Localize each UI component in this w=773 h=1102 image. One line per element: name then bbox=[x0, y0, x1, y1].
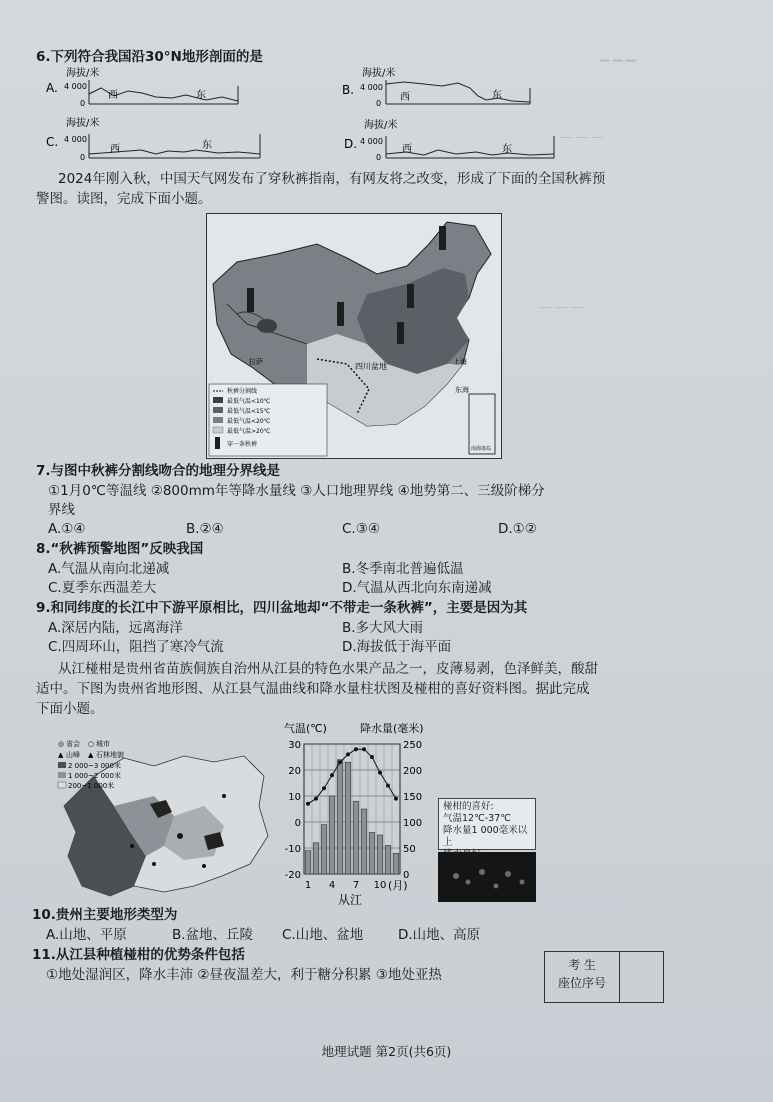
precip-bar bbox=[361, 809, 367, 874]
svg-text:2 000~3 000米: 2 000~3 000米 bbox=[68, 762, 121, 770]
svg-text:B.: B. bbox=[342, 83, 355, 97]
svg-text:▲: ▲ bbox=[58, 751, 64, 759]
y-tick-right: 0 bbox=[403, 870, 410, 881]
precip-bar bbox=[353, 801, 359, 874]
ponkan-photo bbox=[438, 852, 536, 902]
south-sea-islands-label: 南海诸岛 bbox=[471, 446, 492, 452]
bleed-through-mark: — — — bbox=[540, 300, 584, 314]
seat-label-line-1: 考 生 bbox=[568, 958, 596, 972]
svg-text:山峰: 山峰 bbox=[66, 751, 80, 759]
q8-option-d[interactable]: D.气温从西北向东南递减 bbox=[342, 580, 492, 596]
passage-1-line-1: 2024年刚入秋，中国天气网发布了穿秋裤指南，有网友将之改变，形成了下面的全国秋裤预 bbox=[58, 171, 606, 187]
q10-option-c[interactable]: C.山地、盆地 bbox=[282, 927, 364, 943]
q7-option-c[interactable]: C.③④ bbox=[342, 521, 380, 537]
svg-text:石林地貌: 石林地貌 bbox=[96, 751, 124, 759]
svg-text:最低气温>20℃: 最低气温>20℃ bbox=[227, 428, 271, 435]
svg-text:○: ○ bbox=[88, 740, 95, 748]
congjiang-climate-chart bbox=[276, 720, 436, 906]
svg-text:海拔/米: 海拔/米 bbox=[364, 120, 398, 131]
svg-text:东: 东 bbox=[502, 144, 512, 155]
svg-text:A.: A. bbox=[46, 81, 58, 95]
passage-2-line-1: 从江椪柑是贵州省苗族侗族自治州从江县的特色水果产品之一，皮薄易剥，色泽鲜美，酸甜 bbox=[58, 661, 598, 677]
svg-text:最低气温<20℃: 最低气温<20℃ bbox=[227, 418, 271, 425]
seat-label-line-2: 座位序号 bbox=[557, 976, 606, 990]
y-tick-right: 50 bbox=[403, 844, 416, 855]
precip-bar bbox=[321, 825, 327, 874]
svg-text:D.: D. bbox=[344, 137, 358, 151]
y-tick-left: -10 bbox=[284, 844, 301, 855]
svg-text:C.: C. bbox=[46, 135, 59, 149]
q10-option-a[interactable]: A.山地、平原 bbox=[46, 927, 127, 943]
precip-bar bbox=[329, 796, 335, 874]
precip-bar bbox=[345, 762, 351, 874]
q9-option-a[interactable]: A.深居内陆，远离海洋 bbox=[48, 620, 183, 636]
q6-profile-options bbox=[46, 66, 646, 166]
y-tick-left: 10 bbox=[288, 792, 301, 803]
x-tick: 10 bbox=[373, 880, 387, 891]
svg-text:4 000: 4 000 bbox=[64, 82, 87, 91]
svg-text:城市: 城市 bbox=[96, 740, 110, 748]
q9-option-d[interactable]: D.海拔低于海平面 bbox=[342, 639, 452, 655]
svg-text:▲: ▲ bbox=[88, 751, 94, 759]
svg-text:0: 0 bbox=[80, 153, 86, 162]
temperature-point bbox=[370, 755, 374, 759]
profile-option-c bbox=[46, 116, 260, 162]
passage-2-line-3: 下面小题。 bbox=[36, 701, 104, 717]
svg-text:◎: ◎ bbox=[58, 740, 65, 748]
profile-option-b bbox=[342, 66, 530, 108]
svg-text:200~1 000米: 200~1 000米 bbox=[68, 782, 115, 790]
svg-text:1 000~2 000米: 1 000~2 000米 bbox=[68, 772, 121, 780]
china-autumn-trousers-map bbox=[206, 213, 502, 459]
svg-text:西: 西 bbox=[400, 92, 410, 103]
q10-option-b[interactable]: B.盆地、丘陵 bbox=[172, 927, 254, 943]
temperature-point bbox=[346, 752, 350, 756]
svg-text:海拔/米: 海拔/米 bbox=[362, 68, 396, 79]
info-card-temp: 气温12℃-37℃ bbox=[443, 813, 511, 824]
question-11-stem: 11.从江县种植椪柑的优势条件包括 bbox=[32, 947, 245, 963]
q8-option-b[interactable]: B.冬季南北普遍低温 bbox=[342, 561, 464, 577]
svg-text:西: 西 bbox=[108, 90, 118, 101]
question-11-items: ①地处湿润区，降水丰沛 ②昼夜温差大，利于糖分积累 ③地处亚热 bbox=[46, 967, 442, 983]
q7-option-b[interactable]: B.②④ bbox=[186, 521, 224, 537]
question-10-stem: 10.贵州主要地形类型为 bbox=[32, 907, 178, 923]
svg-text:穿一条秋裤: 穿一条秋裤 bbox=[227, 441, 258, 448]
temperature-point bbox=[394, 797, 398, 801]
svg-text:海拔/米: 海拔/米 bbox=[66, 68, 100, 79]
svg-text:最低气温<15℃: 最低气温<15℃ bbox=[227, 408, 271, 415]
x-tick: 4 bbox=[328, 880, 336, 891]
svg-text:0: 0 bbox=[80, 99, 86, 108]
lhasa-label: 拉萨 bbox=[249, 358, 263, 366]
page-footer: 地理试题 第2页(共6页) bbox=[321, 1044, 452, 1059]
question-9-stem: 9.和同纬度的长江中下游平原相比，四川盆地却“不带走一条秋裤”，主要是因为其 bbox=[36, 600, 528, 616]
temperature-point bbox=[386, 784, 390, 788]
y-tick-left: 30 bbox=[288, 740, 301, 751]
y-tick-right: 250 bbox=[403, 740, 423, 751]
svg-text:0: 0 bbox=[376, 99, 382, 108]
y-tick-left: 0 bbox=[294, 818, 301, 829]
bleed-through-mark: ▔ ▔ ▔ bbox=[600, 60, 636, 74]
temperature-point bbox=[338, 760, 342, 764]
svg-text:0: 0 bbox=[376, 153, 382, 162]
temperature-point bbox=[322, 786, 326, 790]
svg-text:4 000: 4 000 bbox=[360, 137, 383, 146]
info-card-title: 椪柑的喜好: bbox=[443, 801, 494, 812]
y-tick-left: 20 bbox=[288, 766, 301, 777]
q10-option-d[interactable]: D.山地、高原 bbox=[398, 927, 481, 943]
passage-1-line-2: 警图。读图，完成下面小题。 bbox=[36, 191, 212, 207]
sichuan-basin-label: 四川盆地 bbox=[355, 362, 387, 371]
q8-option-c[interactable]: C.夏季东西温差大 bbox=[48, 580, 157, 596]
y-tick-right: 150 bbox=[403, 792, 423, 803]
precip-bar bbox=[305, 851, 311, 874]
question-8-stem: 8.“秋裤预警地图”反映我国 bbox=[36, 541, 204, 557]
svg-text:西: 西 bbox=[110, 144, 120, 155]
x-tick: 7 bbox=[352, 880, 360, 891]
y-tick-right: 100 bbox=[403, 818, 423, 829]
profile-option-a bbox=[46, 66, 238, 108]
passage-2-line-2: 适中。下图为贵州省地形图、从江县气温曲线和降水量柱状图及椪柑的喜好资料图。据此完成 bbox=[36, 681, 590, 697]
q7-option-d[interactable]: D.①② bbox=[498, 521, 537, 537]
profile-option-d bbox=[344, 118, 554, 162]
svg-text:最低气温<10℃: 最低气温<10℃ bbox=[227, 398, 271, 405]
chart-ylabel-left: 气温(℃) bbox=[284, 722, 327, 735]
chart-station-label: 从江 bbox=[338, 893, 363, 906]
svg-text:东: 东 bbox=[196, 90, 206, 101]
china-map-figure bbox=[207, 214, 501, 458]
q9-option-b[interactable]: B.多大风大雨 bbox=[342, 620, 424, 636]
precip-bar bbox=[369, 832, 375, 874]
temperature-point bbox=[330, 773, 334, 777]
question-6-stem: 6.下列符合我国沿30°N地形剖面的是 bbox=[36, 49, 263, 65]
y-tick-right: 200 bbox=[403, 766, 423, 777]
ponkan-info-card bbox=[438, 798, 536, 850]
bleed-through-mark: — — — bbox=[560, 130, 604, 144]
x-tick: 1 bbox=[304, 880, 312, 891]
svg-text:省会: 省会 bbox=[66, 740, 80, 748]
question-7-items-cont: 界线 bbox=[48, 502, 75, 518]
precip-bar bbox=[337, 760, 343, 874]
guizhou-map-legend bbox=[58, 739, 124, 790]
east-sea-label: 东海 bbox=[455, 386, 469, 394]
question-7-items: ①1月0℃等温线 ②800mm年等降水量线 ③人口地理界线 ④地势第二、三级阶梯分 bbox=[48, 483, 545, 499]
svg-text:4 000: 4 000 bbox=[64, 135, 87, 144]
precip-bar bbox=[313, 843, 319, 874]
q8-option-a[interactable]: A.气温从南向北递减 bbox=[48, 561, 170, 577]
guizhou-terrain-map bbox=[54, 736, 276, 902]
temperature-point bbox=[354, 747, 358, 751]
precip-bar bbox=[377, 835, 383, 874]
svg-text:秋裤分割线: 秋裤分割线 bbox=[227, 388, 258, 395]
precip-bar bbox=[393, 853, 399, 874]
chart-ylabel-right: 降水量(毫米) bbox=[360, 722, 424, 735]
svg-text:西: 西 bbox=[402, 144, 412, 155]
temperature-point bbox=[306, 802, 310, 806]
seat-number-input[interactable] bbox=[619, 952, 664, 1002]
shanghai-label: 上海 bbox=[453, 358, 467, 366]
info-card-rain: 降水量1 000毫米以上 bbox=[443, 825, 528, 848]
precip-bar bbox=[385, 845, 391, 874]
q7-option-a[interactable]: A.①④ bbox=[48, 521, 86, 537]
svg-text:4 000: 4 000 bbox=[360, 83, 383, 92]
seat-number-box bbox=[544, 951, 664, 1003]
temperature-point bbox=[314, 797, 318, 801]
svg-text:海拔/米: 海拔/米 bbox=[66, 118, 100, 129]
chart-x-unit: (月) bbox=[388, 879, 408, 892]
svg-text:东: 东 bbox=[202, 140, 212, 151]
temperature-point bbox=[362, 747, 366, 751]
q9-option-c[interactable]: C.四周环山，阻挡了寒冷气流 bbox=[48, 639, 224, 655]
question-7-stem: 7.与图中秋裤分割线吻合的地理分界线是 bbox=[36, 463, 281, 479]
y-tick-left: -20 bbox=[284, 870, 301, 881]
svg-text:东: 东 bbox=[492, 90, 502, 101]
temperature-point bbox=[378, 771, 382, 775]
